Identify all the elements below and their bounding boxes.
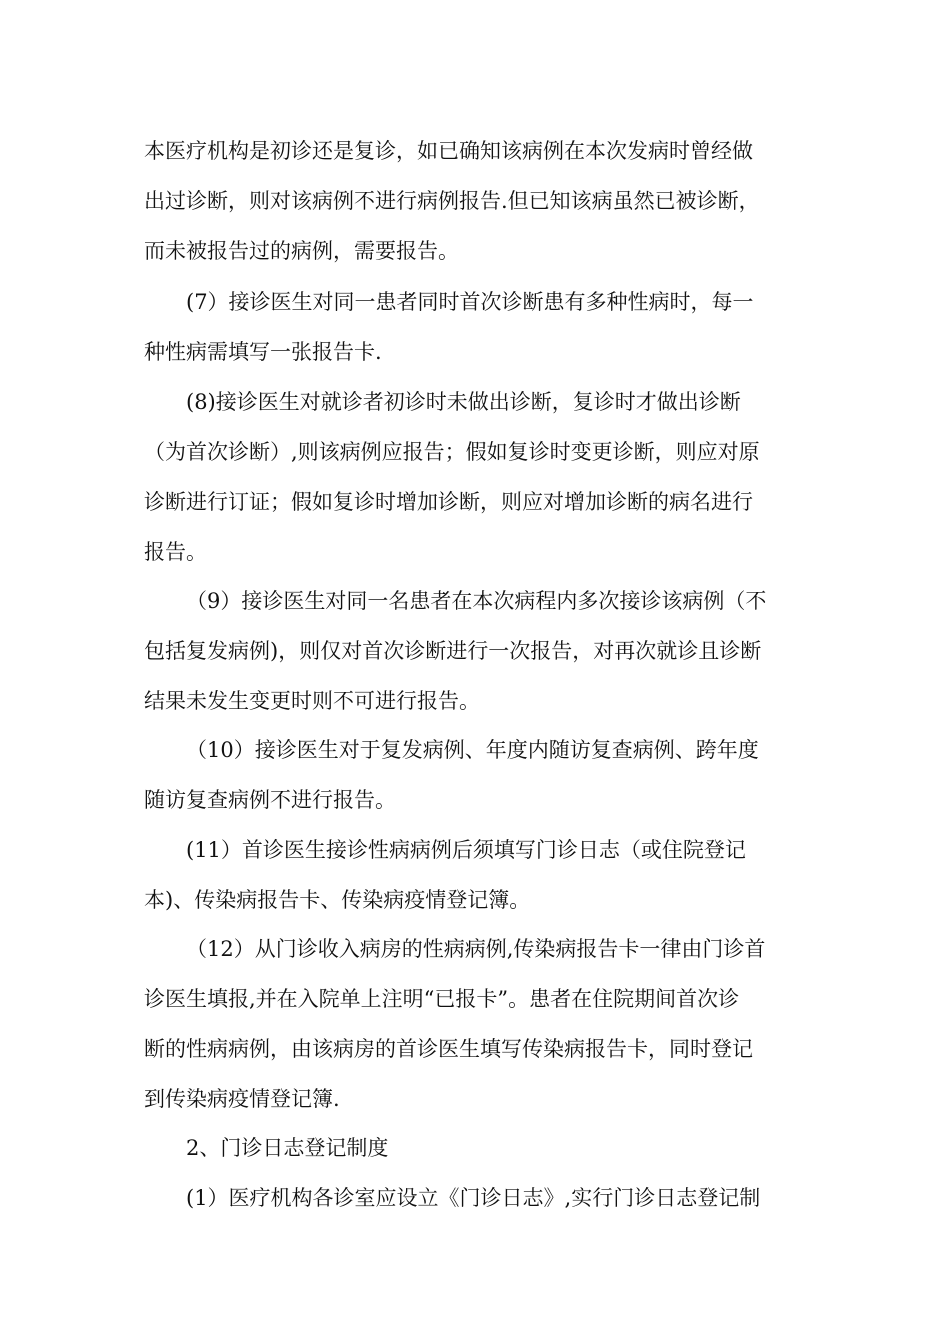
section-heading: 2、门诊日志登记制度 — [186, 1136, 389, 1160]
paragraph-line: （为首次诊断）,则该病例应报告；假如复诊时变更诊断，则应对原 — [144, 440, 760, 464]
paragraph-line: (8)接诊医生对就诊者初诊时未做出诊断，复诊时才做出诊断 — [186, 390, 741, 414]
paragraph-line: 结果未发生变更时则不可进行报告。 — [144, 689, 480, 713]
paragraph-line: 包括复发病例)，则仅对首次诊断进行一次报告，对再次就诊且诊断 — [144, 639, 762, 663]
paragraph-line: 种性病需填写一张报告卡. — [144, 340, 382, 364]
paragraph-line: (1）医疗机构各诊室应设立《门诊日志》,实行门诊日志登记制 — [186, 1186, 761, 1210]
paragraph-line: (7）接诊医生对同一患者同时首次诊断患有多种性病时，每一 — [186, 290, 754, 314]
paragraph-line: 随访复查病例不进行报告。 — [144, 788, 396, 812]
paragraph-line: 本医疗机构是初诊还是复诊，如已确知该病例在本次发病时曾经做 — [144, 139, 753, 163]
paragraph-line: 诊医生填报,并在入院单上注明“已报卡”。患者在住院期间首次诊 — [144, 987, 740, 1011]
paragraph-line: 到传染病疫情登记簿. — [144, 1087, 340, 1111]
paragraph-line: （12）从门诊收入病房的性病病例,传染病报告卡一律由门诊首 — [186, 937, 766, 961]
paragraph-line: 报告。 — [144, 540, 207, 564]
paragraph-line: 而未被报告过的病例，需要报告。 — [144, 239, 459, 263]
paragraph-line: 出过诊断，则对该病例不进行病例报告.但已知该病虽然已被诊断， — [144, 189, 760, 213]
paragraph-line: 本)、传染病报告卡、传染病疫情登记簿。 — [144, 888, 531, 912]
paragraph-line: 断的性病病例，由该病房的首诊医生填写传染病报告卡，同时登记 — [144, 1037, 753, 1061]
paragraph-line: （10）接诊医生对于复发病例、年度内随访复查病例、跨年度 — [186, 738, 759, 762]
paragraph-line: 诊断进行订证；假如复诊时增加诊断，则应对增加诊断的病名进行 — [144, 490, 753, 514]
paragraph-line: (11）首诊医生接诊性病病例后须填写门诊日志（或住院登记 — [186, 838, 746, 862]
paragraph-line: （9）接诊医生对同一名患者在本次病程内多次接诊该病例（不 — [186, 589, 767, 613]
